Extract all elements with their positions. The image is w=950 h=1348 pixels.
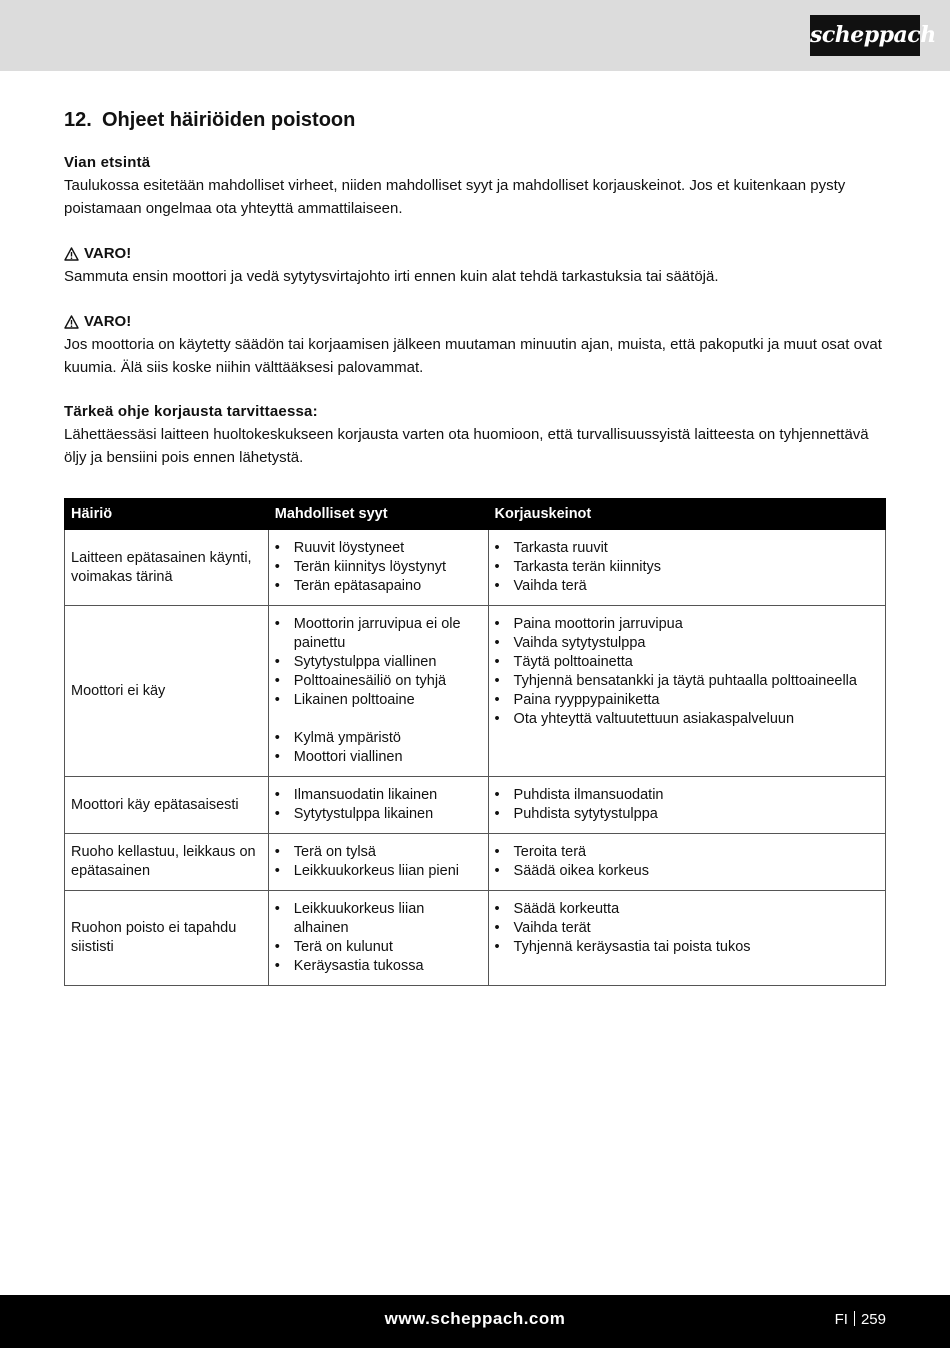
remedies-cell <box>488 530 885 606</box>
column-header-remedies: Korjauskeinot <box>488 499 885 530</box>
fault-cell: Ruohon poisto ei tapahdu siististi <box>65 891 269 986</box>
remedies-cell <box>488 606 885 777</box>
cause-item: • Terä on kulunut <box>275 938 482 957</box>
note-text: Lähettäessäsi laitteen huoltokeskukseen korjausta varten ota huomioon, että turvallisuussyistä laitteesta on tyhjennettävä öljy ja bensiini pois ennen lähetystä. <box>64 426 869 466</box>
cause-item: • Polttoainesäiliö on tyhjä <box>275 672 482 691</box>
causes-cell <box>268 834 488 891</box>
intro-paragraph: Taulukossa esitetään mahdolliset virheet, niiden mahdolliset syyt ja mahdolliset korjauskeinot. Jos et kuitenkaan pysty poistamaan ongelmaa ota yhteyttä ammattilaiseen. <box>64 177 846 217</box>
page-indicator <box>835 1311 886 1328</box>
cause-item: • Ilmansuodatin likainen <box>275 786 482 805</box>
table-row <box>65 530 886 606</box>
cause-item: • Leikkuukorkeus liian pieni <box>275 862 482 881</box>
column-header-causes: Mahdolliset syyt <box>268 499 488 530</box>
section-title <box>64 106 886 134</box>
remedy-item: • Tyhjennä keräysastia tai poista tukos <box>495 938 879 957</box>
remedy-item: • Puhdista sytytystulppa <box>495 805 879 824</box>
table-row <box>65 891 886 986</box>
causes-cell <box>268 530 488 606</box>
troubleshooting-table <box>64 498 886 986</box>
table-row <box>65 834 886 891</box>
warning-1-label: VARO! <box>84 245 132 262</box>
warning-1-heading <box>64 242 886 265</box>
remedy-item: • Säädä korkeutta <box>495 900 879 919</box>
separator <box>854 1311 855 1326</box>
remedy-item: • Paina ryyppypainiketta <box>495 691 879 710</box>
scheppach-logo: scheppach <box>810 15 920 56</box>
causes-cell <box>268 606 488 777</box>
warning-2-text: Jos moottoria on käytetty säädön tai korjaamisen jälkeen muutaman minuutin ajan, muista, että pakoputki ja muut osat ovat kuumia. Älä siis koske niihin välttääksesi palovammat. <box>64 336 882 376</box>
remedy-item: • Säädä oikea korkeus <box>495 862 879 881</box>
cause-item: • Moottorin jarruvipua ei ole painettu <box>275 615 482 653</box>
remedy-item: • Vaihda terä <box>495 577 879 596</box>
remedy-item: • Vaihda terät <box>495 919 879 938</box>
remedy-item: • Täytä polttoainetta <box>495 653 879 672</box>
cause-item: • Sytytystulppa viallinen <box>275 653 482 672</box>
page-number: 259 <box>860 1311 886 1328</box>
table-row <box>65 606 886 777</box>
section-number: 12. <box>64 109 92 131</box>
language-code: FI <box>834 1311 848 1328</box>
remedy-item: • Paina moottorin jarruvipua <box>495 615 879 634</box>
cause-item: • Terä on tylsä <box>275 843 482 862</box>
remedy-item: • Teroita terä <box>495 843 879 862</box>
subheading: Vian etsintä <box>64 154 151 171</box>
cause-item: • Keräysastia tukossa <box>275 957 482 976</box>
warning-triangle-icon <box>64 315 79 329</box>
warning-2-label: VARO! <box>84 313 132 330</box>
fault-cell: Moottori käy epätasaisesti <box>65 777 269 834</box>
website-link[interactable]: www.scheppach.com <box>384 1309 566 1328</box>
table-header-row <box>65 499 886 530</box>
remedies-cell <box>488 834 885 891</box>
table-row <box>65 777 886 834</box>
cause-item: • Terän epätasapaino <box>275 577 482 596</box>
remedy-item: • Puhdista ilmansuodatin <box>495 786 879 805</box>
section-title-text: Ohjeet häiriöiden poistoon <box>102 109 356 131</box>
cause-item: • Ruuvit löystyneet <box>275 539 482 558</box>
remedy-item: • Ota yhteyttä valtuutettuun asiakaspalveluun <box>495 710 879 729</box>
note-heading: Tärkeä ohje korjausta tarvittaessa: <box>64 403 318 420</box>
warning-1-text: Sammuta ensin moottori ja vedä sytytysvirtajohto irti ennen kuin alat tehdä tarkastuksia tai säätöjä. <box>64 268 719 285</box>
column-header-fault: Häiriö <box>65 499 269 530</box>
causes-cell <box>268 777 488 834</box>
fault-cell: Moottori ei käy <box>65 606 269 777</box>
remedy-item: • Vaihda sytytystulppa <box>495 634 879 653</box>
remedy-item: • Tyhjennä bensatankki ja täytä puhtaalla polttoaineella <box>495 672 879 691</box>
remedies-cell <box>488 777 885 834</box>
remedy-item: • Tarkasta terän kiinnitys <box>495 558 879 577</box>
causes-cell <box>268 891 488 986</box>
header-band <box>0 0 950 71</box>
fault-cell: Ruoho kellastuu, leikkaus on epätasainen <box>65 834 269 891</box>
main-content <box>64 106 886 469</box>
remedies-cell <box>488 891 885 986</box>
cause-item: • Terän kiinnitys löystynyt <box>275 558 482 577</box>
remedy-item: • Tarkasta ruuvit <box>495 539 879 558</box>
warning-2-heading <box>64 310 886 333</box>
cause-item: • Kylmä ympäristö <box>275 729 482 748</box>
cause-item: • Leikkuukorkeus liian alhainen <box>275 900 482 938</box>
cause-item: • Moottori viallinen <box>275 748 482 767</box>
warning-triangle-icon <box>64 247 79 261</box>
fault-cell: Laitteen epätasainen käynti, voimakas tärinä <box>65 530 269 606</box>
cause-item: • Sytytystulppa likainen <box>275 805 482 824</box>
footer-band <box>0 1295 950 1348</box>
cause-item: • Likainen polttoaine <box>275 691 482 710</box>
